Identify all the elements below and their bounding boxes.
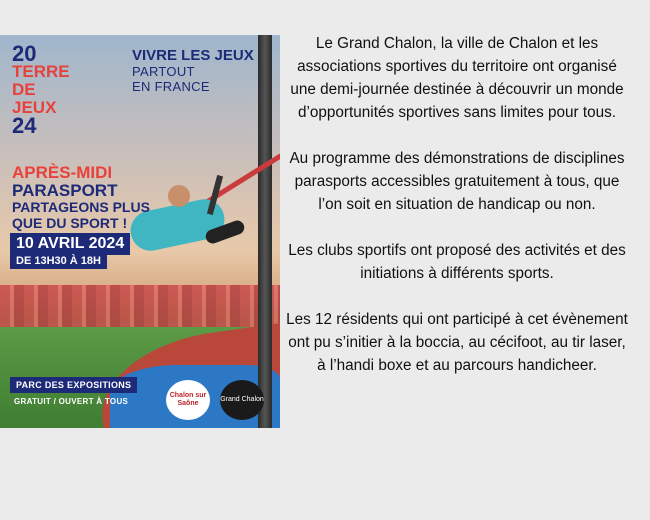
grand-chalon-logo: [220, 380, 264, 420]
slogan-line: EN FRANCE: [132, 79, 210, 94]
event-date: 10 AVRIL 2024: [10, 233, 130, 255]
slogan-line: PARTOUT: [132, 64, 195, 79]
event-poster: [0, 35, 280, 428]
partner-name: Grand Chalon: [220, 396, 264, 403]
article-paragraph: Les 12 résidents qui ont participé à cet évènement ont pu s’initier à la boccia, au cécifoot, au tir laser, à l’handi boxe et au parcours handicheer.: [286, 311, 628, 374]
athlete-head: [168, 185, 190, 207]
article-text: [284, 32, 630, 400]
event-access: GRATUIT / OUVERT À TOUS: [14, 397, 129, 406]
event-title: PARASPORT: [12, 181, 118, 200]
logo-line: 24: [12, 113, 37, 138]
article-paragraph: Les clubs sportifs ont proposé des activités et des initiations à différents sports.: [288, 242, 626, 282]
event-venue: PARC DES EXPOSITIONS: [10, 377, 137, 393]
tagline-line: PARTAGEONS PLUS: [12, 199, 150, 215]
event-kicker: APRÈS-MIDI: [12, 163, 113, 182]
tagline-line: QUE DU SPORT !: [12, 215, 128, 231]
slogan-line: VIVRE LES JEUX: [132, 47, 254, 64]
logo-line: TERRE: [12, 62, 70, 81]
event-hours: DE 13H30 À 18H: [10, 253, 107, 269]
logo-line: 20: [12, 41, 37, 66]
article-paragraph: Au programme des démonstrations de disciplines parasports accessibles gratuitement à tous, que l’on soit en situation de handicap ou non.: [289, 150, 625, 213]
article-paragraph: Le Grand Chalon, la ville de Chalon et les associations sportives du territoire ont organisé une demi-journée destinée à découvrir un monde d’opportunités sportives sans limites pour tous.: [290, 35, 624, 121]
logo-line: DE JEUX: [12, 80, 57, 117]
terre-de-jeux-logo: [12, 41, 82, 138]
stadium-stands: [0, 285, 280, 330]
slogan: [132, 47, 272, 94]
chalon-logo: [166, 380, 210, 420]
partner-name: Chalon sur Saône: [169, 392, 207, 407]
